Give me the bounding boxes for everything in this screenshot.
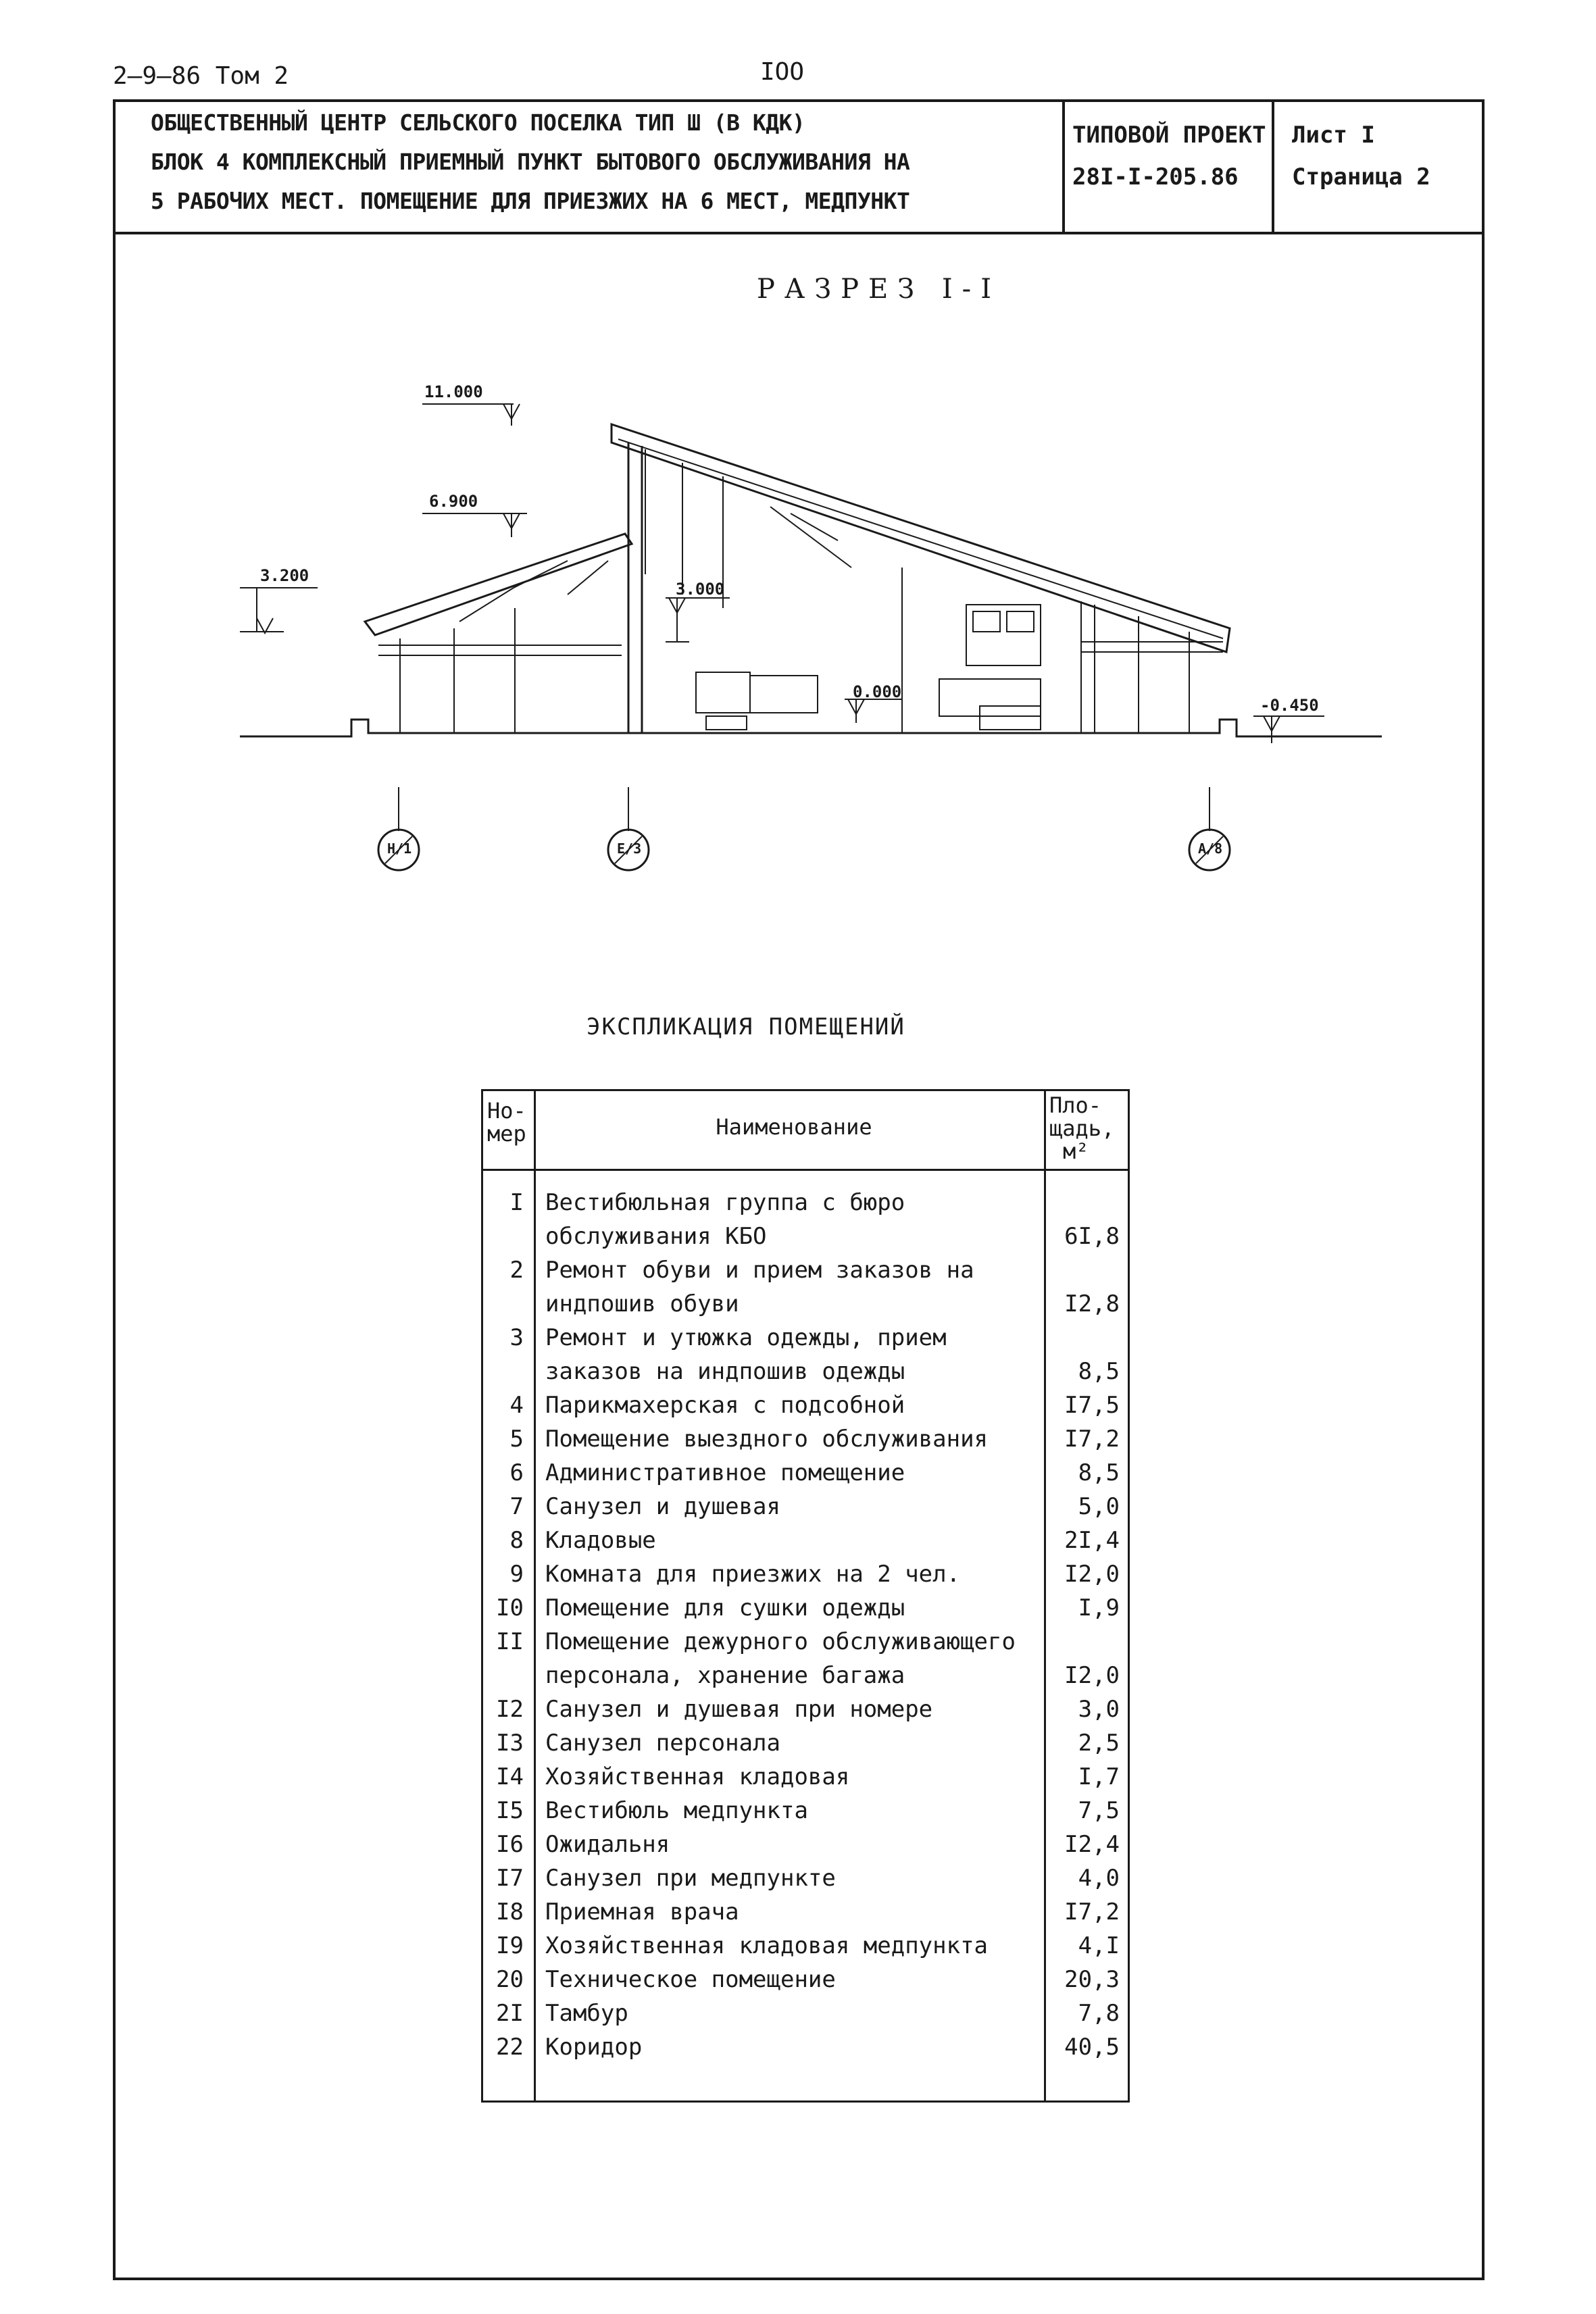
table-row	[483, 1392, 1128, 1426]
cell-area: I2,8	[1064, 1290, 1120, 1317]
cell-num: I9	[496, 1932, 524, 1959]
cell-name: Техническое помещение	[545, 1966, 836, 1993]
table-row	[483, 1594, 1128, 1628]
left-roof	[365, 534, 632, 635]
cell-name: Санузел при медпункте	[545, 1865, 836, 1892]
header-number	[487, 1099, 526, 1145]
axis-label-a8: А/8	[1198, 840, 1223, 857]
level-label-11000: 11.000	[424, 382, 483, 401]
cell-num: 2	[509, 1257, 524, 1284]
explication-title: ЭКСПЛИКАЦИЯ ПОМЕЩЕНИЙ	[587, 1013, 905, 1040]
tall-wall	[628, 443, 642, 733]
cell-name: Парикмахерская с подсобной	[545, 1392, 905, 1419]
cell-name: Хозяйственная кладовая медпункта	[545, 1932, 989, 1959]
cell-name: Ожидальня	[545, 1831, 670, 1858]
cell-name: Приемная врача	[545, 1898, 739, 1926]
project-label: ТИПОВОЙ ПРОЕКТ	[1072, 122, 1266, 149]
level-label-3000: 3.000	[676, 580, 725, 599]
cell-num: II	[496, 1628, 524, 1655]
cell-name: Коридор	[545, 2034, 643, 2061]
header-area	[1049, 1094, 1114, 1163]
header-area-line-1: Пло-	[1049, 1092, 1102, 1118]
level-label-6900: 6.900	[429, 492, 478, 511]
cell-area: 2I,4	[1064, 1527, 1120, 1554]
section-drawing	[0, 0, 1596, 946]
table-row	[483, 1831, 1128, 1865]
cell-name: индпошив обуви	[545, 1290, 739, 1317]
table-row	[483, 1628, 1128, 1662]
cell-num: I3	[496, 1730, 524, 1757]
table-row	[483, 1324, 1128, 1358]
cell-area: I2,0	[1064, 1662, 1120, 1689]
cell-num: I0	[496, 1594, 524, 1621]
axis-label-e3: Е/3	[617, 840, 642, 857]
table-row	[483, 1865, 1128, 1898]
table-row	[483, 1358, 1128, 1392]
cell-area: 8,5	[1078, 1358, 1120, 1385]
cell-num: I5	[496, 1797, 524, 1824]
cell-num: I8	[496, 1898, 524, 1926]
table-row	[483, 1290, 1128, 1324]
cell-area: I,9	[1078, 1594, 1120, 1621]
table-row	[483, 1662, 1128, 1696]
table-row	[483, 1797, 1128, 1831]
cell-num: 4	[509, 1392, 524, 1419]
table-row	[483, 1966, 1128, 2000]
cell-num: 2I	[496, 2000, 524, 2027]
table-row	[483, 1223, 1128, 1257]
cell-area: 20,3	[1064, 1966, 1120, 1993]
header-number-line-1: Но-	[487, 1098, 526, 1124]
table-row	[483, 2034, 1128, 2067]
cell-name: Тамбур	[545, 2000, 628, 2027]
cell-area: I,7	[1078, 1763, 1120, 1790]
table-row	[483, 1730, 1128, 1763]
table-row	[483, 1932, 1128, 1966]
cell-name: Хозяйственная кладовая	[545, 1763, 850, 1790]
table-row	[483, 1426, 1128, 1459]
level-mark-0450	[1253, 716, 1324, 743]
cell-name: Санузел и душевая при номере	[545, 1696, 933, 1723]
table-row	[483, 1763, 1128, 1797]
cell-num: 9	[509, 1561, 524, 1588]
cell-area: I2,0	[1064, 1561, 1120, 1588]
level-label-3200: 3.200	[260, 566, 309, 585]
cell-area: 7,8	[1078, 2000, 1120, 2027]
cell-num: 8	[509, 1527, 524, 1554]
level-mark-11000	[422, 404, 520, 426]
cell-num: 22	[496, 2034, 524, 2061]
header-divider	[483, 1169, 1128, 1171]
page-number: IOO	[760, 58, 805, 86]
cell-num: I7	[496, 1865, 524, 1892]
cell-area: 2,5	[1078, 1730, 1120, 1757]
cell-num: 3	[509, 1324, 524, 1351]
page-label: Страница 2	[1292, 164, 1430, 191]
cell-name: Помещение выездного обслуживания	[545, 1426, 989, 1453]
cell-area: 6I,8	[1064, 1223, 1120, 1250]
title-line-2: БЛОК 4 КОМПЛЕКСНЫЙ ПРИЕМНЫЙ ПУНКТ БЫТОВОГО ОБСЛУЖИВАНИЯ НА	[151, 149, 910, 175]
cell-area: 4,I	[1078, 1932, 1120, 1959]
ground-line	[240, 720, 1382, 736]
table-row	[483, 1493, 1128, 1527]
level-mark-0000	[845, 699, 902, 723]
table-row	[483, 2000, 1128, 2034]
sheet-number: Лист I	[1292, 122, 1375, 149]
cell-name: персонала, хранение багажа	[545, 1662, 905, 1689]
cell-area: I7,2	[1064, 1898, 1120, 1926]
cell-area: I7,5	[1064, 1392, 1120, 1419]
cell-name: Административное помещение	[545, 1459, 905, 1486]
cell-area: 7,5	[1078, 1797, 1120, 1824]
section-title: РАЗРЕЗ I-I	[757, 274, 1001, 305]
cell-area: I7,2	[1064, 1426, 1120, 1453]
header-number-line-2: мер	[487, 1121, 526, 1147]
cell-name: Санузел персонала	[545, 1730, 780, 1757]
table-row	[483, 1898, 1128, 1932]
cell-num: I6	[496, 1831, 524, 1858]
document-code: 2–9–86 Том 2	[113, 62, 289, 90]
cell-name: Помещение дежурного обслуживающего	[545, 1628, 1016, 1655]
cell-name: Санузел и душевая	[545, 1493, 780, 1520]
level-label-0000: 0.000	[853, 682, 902, 701]
cell-area: 8,5	[1078, 1459, 1120, 1486]
cell-name: Вестибюль медпункта	[545, 1797, 808, 1824]
cell-name: обслуживания КБО	[545, 1223, 767, 1250]
table-row	[483, 1257, 1128, 1290]
cell-name: Комната для приезжих на 2 чел.	[545, 1561, 961, 1588]
cell-area: 4,0	[1078, 1865, 1120, 1892]
table-row	[483, 1561, 1128, 1594]
cell-num: I	[509, 1189, 524, 1216]
header-area-line-3: м²	[1063, 1138, 1089, 1164]
cell-num: 20	[496, 1966, 524, 1993]
cell-num: 5	[509, 1426, 524, 1453]
explication-table	[481, 1089, 1130, 2103]
level-label-minus-0450: -0.450	[1260, 696, 1319, 715]
table-row	[483, 1459, 1128, 1493]
cell-num: 7	[509, 1493, 524, 1520]
title-line-3: 5 РАБОЧИХ МЕСТ. ПОМЕЩЕНИЕ ДЛЯ ПРИЕЗЖИХ НА 6 МЕСТ, МЕДПУНКТ	[151, 188, 910, 214]
header-name: Наименование	[716, 1114, 872, 1140]
cell-name: Ремонт и утюжка одежды, прием	[545, 1324, 947, 1351]
header-area-line-2: щадь,	[1049, 1115, 1115, 1141]
project-number: 28I-I-205.86	[1072, 164, 1239, 191]
level-mark-6900	[422, 513, 527, 537]
cell-area: 40,5	[1064, 2034, 1120, 2061]
cell-area: 5,0	[1078, 1493, 1120, 1520]
cell-num: I2	[496, 1696, 524, 1723]
cell-area: I2,4	[1064, 1831, 1120, 1858]
cell-num: 6	[509, 1459, 524, 1486]
table-row	[483, 1696, 1128, 1730]
table-row	[483, 1189, 1128, 1223]
cell-area: 3,0	[1078, 1696, 1120, 1723]
level-mark-3000	[666, 598, 730, 642]
table-row	[483, 1527, 1128, 1561]
cell-num: I4	[496, 1763, 524, 1790]
cell-name: заказов на индпошив одежды	[545, 1358, 905, 1385]
title-line-1: ОБЩЕСТВЕННЫЙ ЦЕНТР СЕЛЬСКОГО ПОСЕЛКА ТИП Ш (В КДК)	[151, 109, 805, 136]
level-mark-3200	[240, 588, 318, 633]
cell-name: Кладовые	[545, 1527, 656, 1554]
cell-name: Помещение для сушки одежды	[545, 1594, 905, 1621]
cell-name: Ремонт обуви и прием заказов на	[545, 1257, 974, 1284]
axis-label-h1: Н/1	[387, 840, 412, 857]
cell-name: Вестибюльная группа с бюро	[545, 1189, 905, 1216]
